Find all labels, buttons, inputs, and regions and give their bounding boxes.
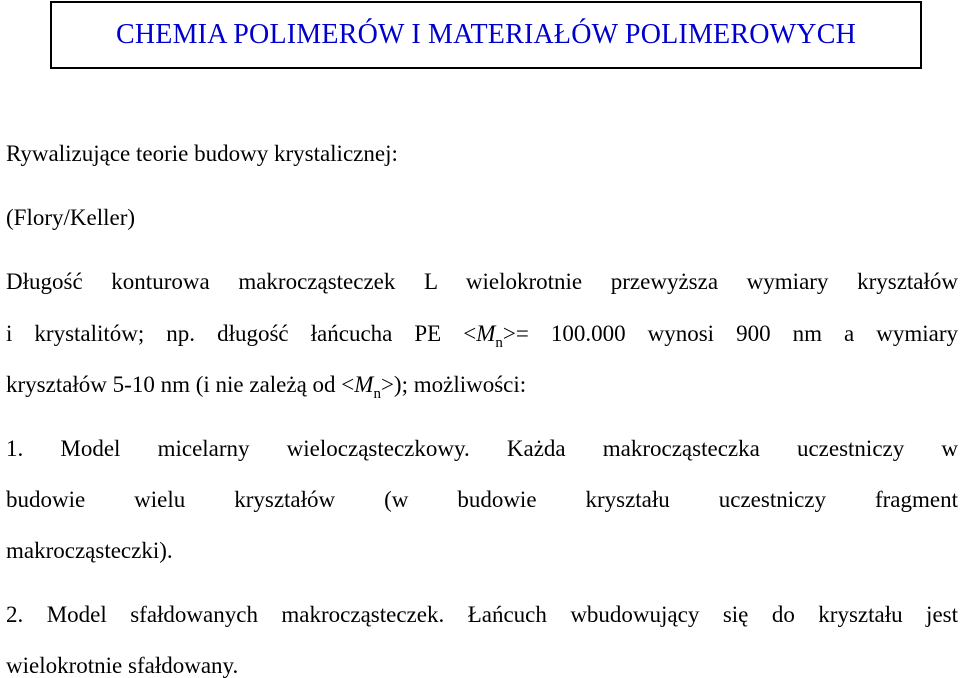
para1-line2: [6, 322, 958, 351]
para1-line3-start: kryształów 5-10 nm (i nie zależą od <: [6, 372, 355, 397]
mn-subscript: n: [495, 335, 503, 351]
mn-symbol: M: [476, 321, 496, 346]
mn-symbol-2: M: [354, 372, 374, 397]
model2-line1: 2. Model sfałdowanych makrocząsteczek. Łańcuch wbudowujący się do kryształu jest: [6, 602, 958, 627]
mn-subscript-2: n: [373, 386, 381, 402]
model1-line3: makrocząsteczki).: [6, 538, 173, 563]
authors-line: (Flory/Keller): [6, 205, 136, 230]
model2-line2: wielokrotnie sfałdowany.: [6, 653, 239, 678]
title-box: [50, 1, 922, 69]
page-title: CHEMIA POLIMERÓW I MATERIAŁÓW POLIMEROWYCH: [115, 19, 856, 50]
para1-line3: [6, 373, 526, 402]
para1-line1: Długość konturowa makrocząsteczek L wielokrotnie przewyższa wymiary kryształów: [6, 269, 958, 294]
para1-line2-start: i krystalitów; np. długość łańcucha PE <: [6, 321, 477, 346]
para1-line2-end: >= 100.000 wynosi 900 nm a wymiary: [502, 321, 958, 346]
model1-line2: budowie wielu kryształów (w budowie kryształu uczestniczy fragment: [6, 487, 958, 512]
para1-line3-end: >); możliwości:: [380, 372, 527, 397]
intro-line: Rywalizujące teorie budowy krystalicznej:: [6, 141, 398, 166]
model1-line1: 1. Model micelarny wielocząsteczkowy. Każda makrocząsteczka uczestniczy w: [6, 436, 958, 461]
